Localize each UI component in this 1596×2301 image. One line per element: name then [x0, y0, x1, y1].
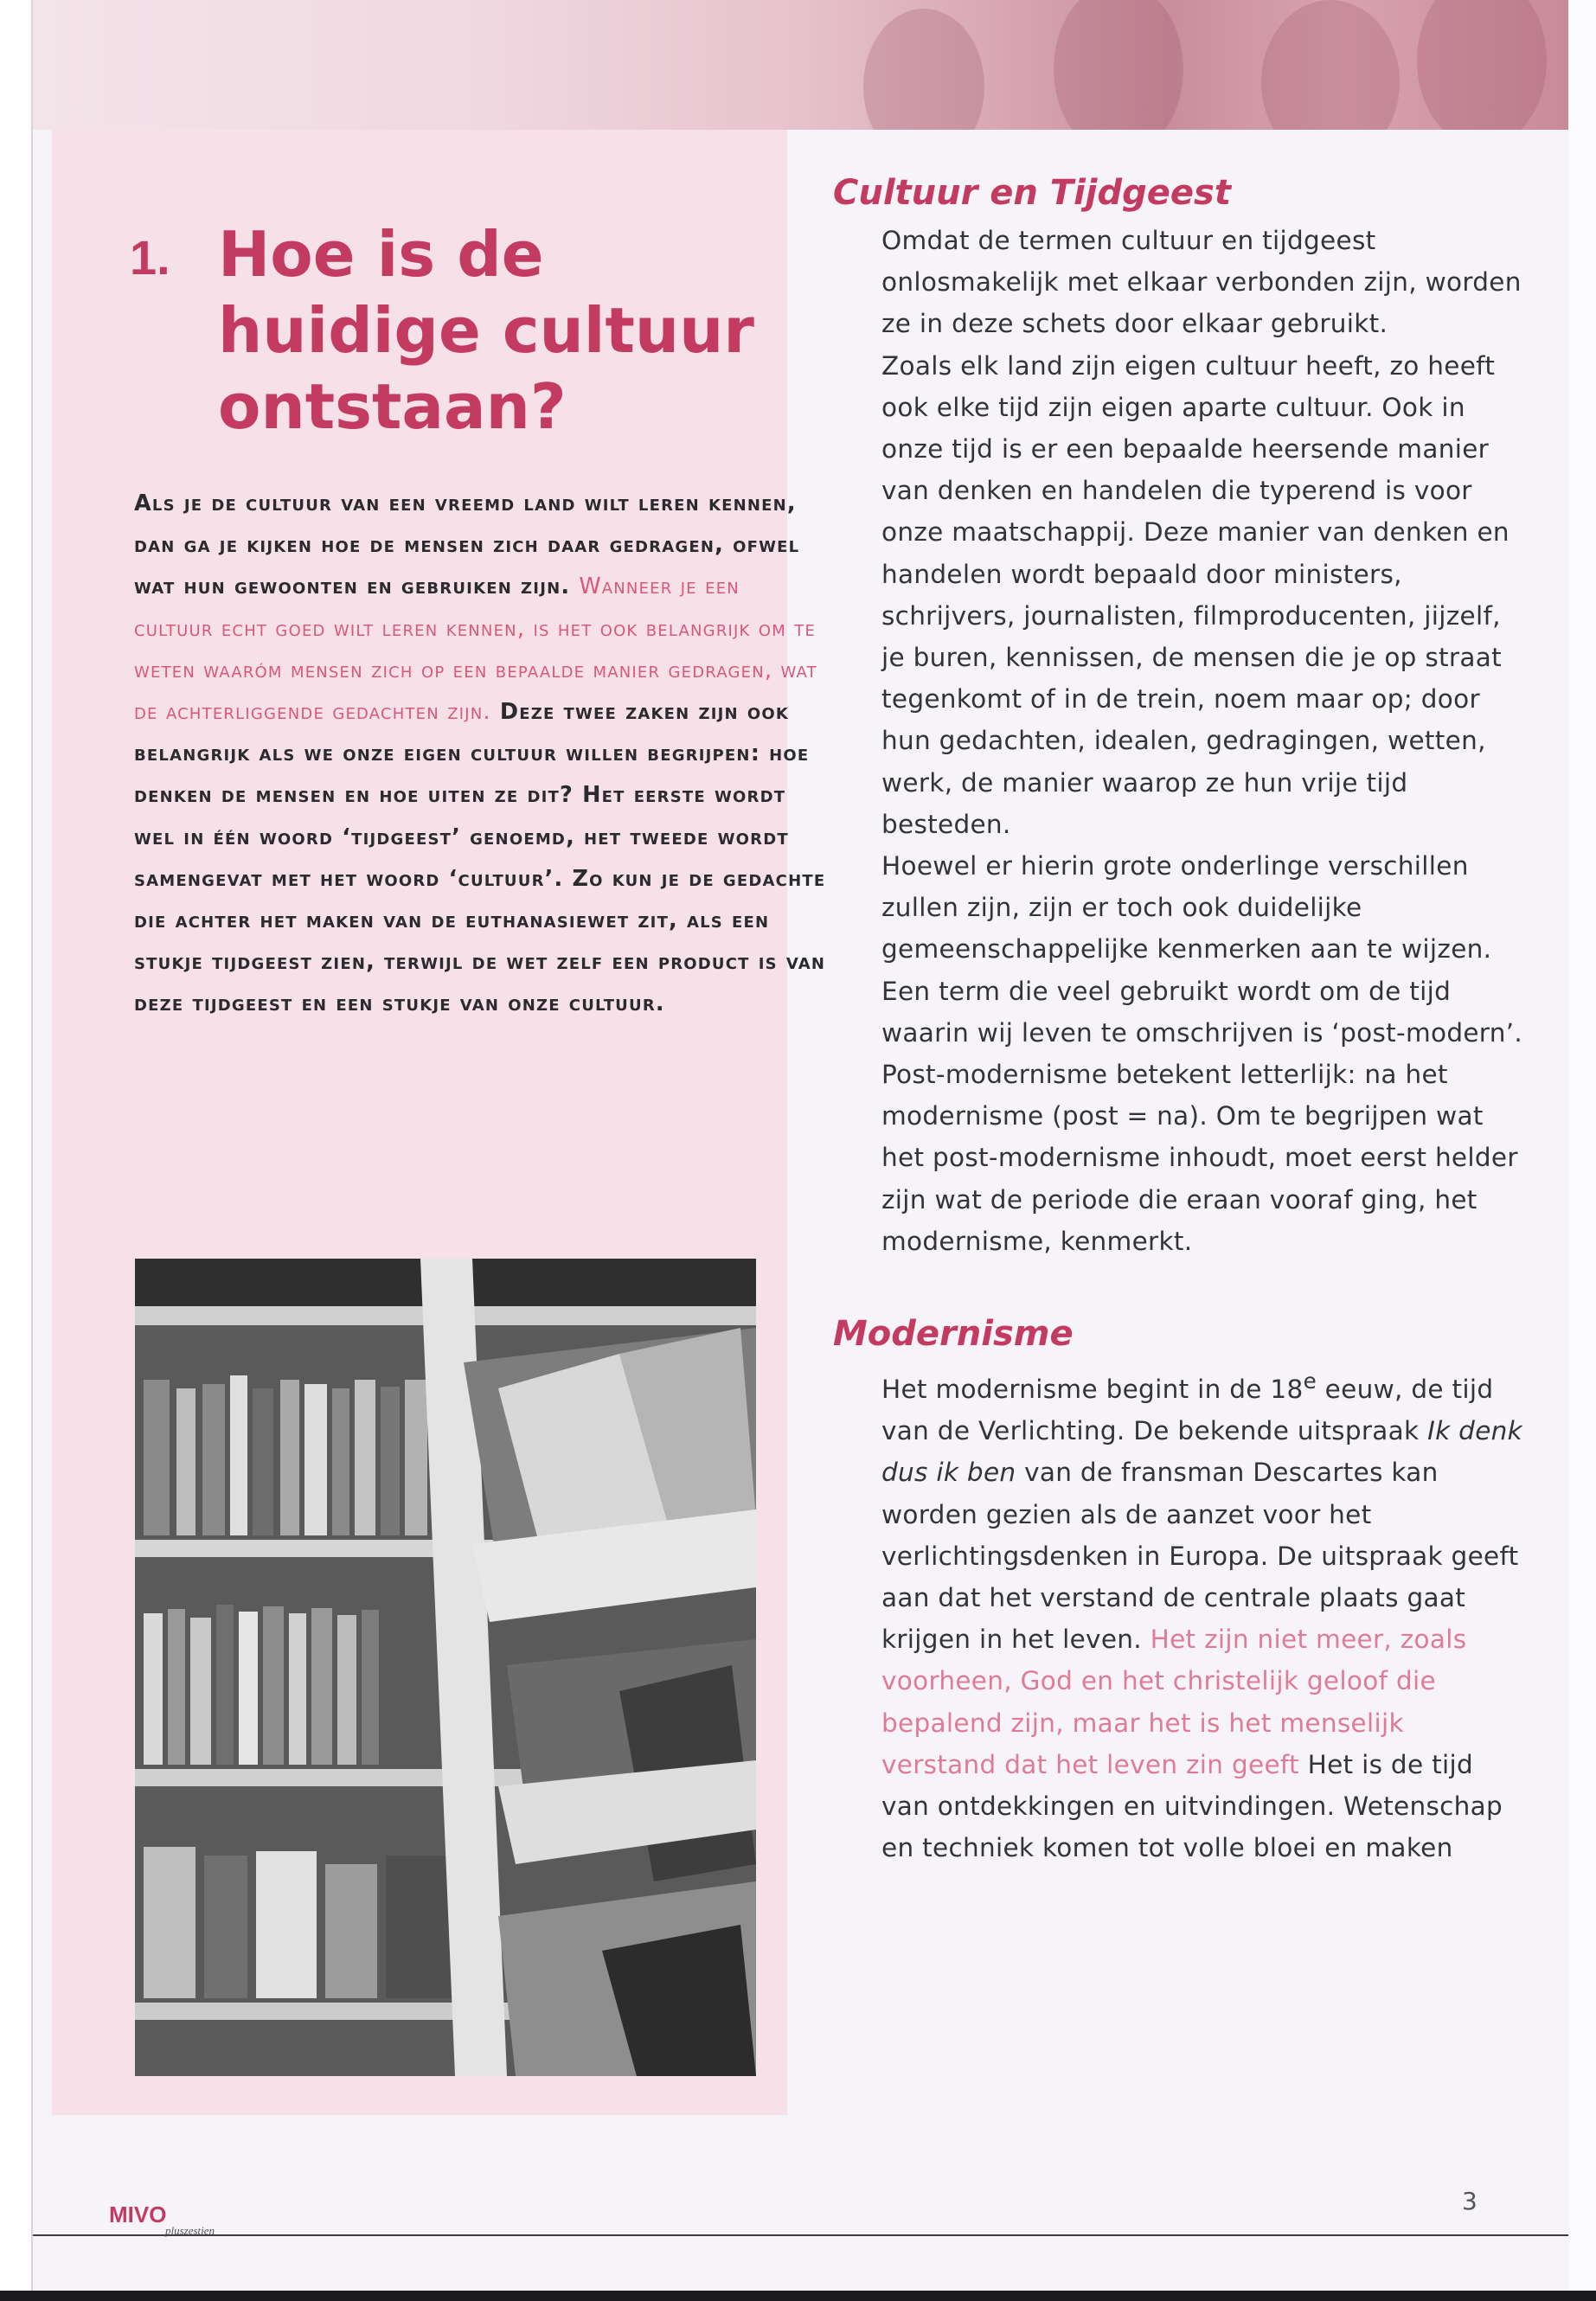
intro-panel	[52, 130, 826, 2115]
page-number: 3	[1462, 2187, 1477, 2215]
section-body-modernisme	[881, 1361, 1525, 1868]
paragraph: Omdat de termen cultuur en tijdgeest onlosmakelijk met elkaar verbonden zijn, worden ze in deze schets door elkaar gebruikt.	[881, 226, 1522, 339]
dvd-shelf-photo	[135, 1259, 756, 2076]
header-photo-strip	[33, 0, 1568, 130]
paragraph: Hoewel er hierin grote onderlinge verschillen zullen zijn, zijn er toch ook duidelijke gemeenschappelijke kenmerken aan te wijzen.	[881, 851, 1492, 965]
book-spine	[0, 0, 33, 2301]
text-run: Het is de tijd van ontdekkingen en uitvindingen. Wetenschap en techniek komen tot volle bloei en maken	[881, 1749, 1503, 1863]
text-run: Het modernisme begint in de 18	[881, 1374, 1304, 1404]
intro-text	[134, 483, 826, 1025]
highlight-text: Het zijn niet meer, zoals voorheen, God en het christelijk geloof die bepalend zijn, maar het is het menselijk verstand dat het leven zin geeft	[881, 1625, 1467, 1779]
intro-part-2: Deze twee zaken zijn ook belangrijk als we onze eigen cultuur willen begrijpen: hoe denken de mensen en hoe uiten ze dit? Het eerste wordt wel in één woord ‘tijdgeest’ genoemd, het tweede wordt samengevat met het woord ‘cultuur’. Zo kun je de gedachte die achter het maken van de euthanasiewet zit, als een stukje tijdgeest zien, terwijl de wet zelf een product is van deze tijdgeest en een stukje van onze cultuur.	[134, 699, 826, 1017]
paragraph: Een term die veel gebruikt wordt om de tijd waarin wij leven te omschrijven is ‘post-modern’. Post-modernisme betekent letterlijk: na het modernisme (post = na). Om te begrijpen wat het post-modernisme inhoudt, moet eerst helder zijn wat de periode die eraan vooraf ging, het modernisme, kenmerkt.	[881, 976, 1523, 1256]
chapter-number: 1.	[130, 230, 170, 285]
paragraph	[881, 1361, 1525, 1868]
chapter-title: Hoe is de huidige cultuur ontstaan?	[218, 218, 754, 443]
descartes-quote: Ik denk dus ik ben	[881, 1416, 1523, 1488]
intro-highlight: Wanneer je een cultuur echt goed wilt leren kennen, is het ook belangrijk om te weten waaróm mensen zich op een bepaalde manier gedragen, wat de achterliggende gedachten zijn.	[134, 574, 817, 726]
text-run: eeuw, de tijd van de Verlichting. De bekende uitspraak	[881, 1374, 1494, 1446]
article-column	[833, 173, 1525, 1868]
scan-edge	[0, 2291, 1596, 2301]
mivo-logo: MIVO	[109, 2202, 167, 2227]
text-run: van de fransman Descartes kan worden gezien als de aanzet voor het verlichtingsdenken in Europa. De uitspraak geeft aan dat het verstand de centrale plaats gaat krijgen in het leven.	[881, 1458, 1519, 1655]
paragraph: Zoals elk land zijn eigen cultuur heeft, zo heeft ook elke tijd zijn eigen aparte cultuur. Ook in onze tijd is er een bepaalde heersende manier van denken en handelen die typerend is voor onze maatschappij. Deze manier van denken en handelen wordt bepaald door ministers, schrijvers, journalisten, filmproducenten, jijzelf, je buren, kennissen, de mensen die je op straat tegenkomt of in de trein, noem maar op; door hun gedachten, idealen, gedragingen, wetten, werk, de manier waarop ze hun vrije tijd besteden.	[881, 350, 1509, 839]
page	[33, 0, 1568, 2301]
section-body-cultuur	[881, 220, 1525, 1262]
logo-subtitle: pluszestien	[165, 2224, 215, 2237]
intro-part-1: Als je de cultuur van een vreemd land wilt leren kennen, dan ga je kijken hoe de mensen zich daar gedragen, ofwel wat hun gewoonten en gebruiken zijn.	[134, 490, 800, 600]
footer-rule	[33, 2234, 1568, 2236]
section-title-modernisme: Modernisme	[833, 1314, 1074, 1355]
superscript: e	[1303, 1368, 1317, 1394]
section-title-cultuur: Cultuur en Tijdgeest	[833, 173, 1231, 213]
